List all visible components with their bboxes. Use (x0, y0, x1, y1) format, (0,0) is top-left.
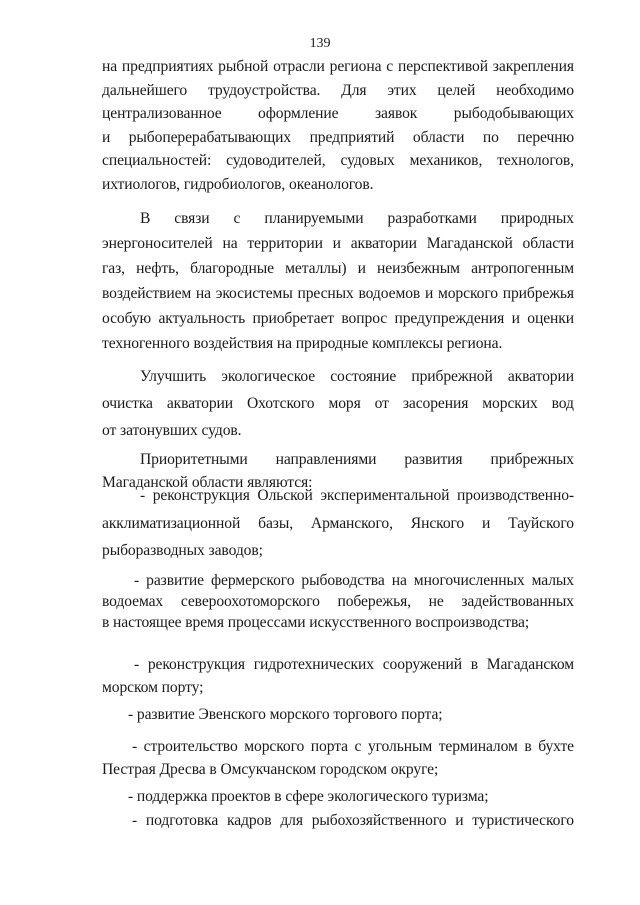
word: благородные (190, 260, 274, 277)
word: морских (482, 395, 538, 412)
word: и (102, 128, 111, 146)
text-line: Улучшить экологическое состояние прибрежной акватории (140, 368, 574, 385)
text-line: морском порту; (102, 679, 204, 696)
text-line: энергоносителей на территории и акватории Магаданской области (102, 235, 574, 252)
text-line (102, 129, 574, 147)
text-line: - реконструкция гидротехнических сооружений в Магаданском (134, 656, 574, 673)
text-line: особую актуальность приобретает вопрос предупреждения и оценки (102, 310, 574, 327)
word: не (428, 593, 444, 610)
word: области (412, 128, 465, 146)
word: газ, (102, 260, 125, 277)
word: Охотского (247, 395, 315, 412)
text-line (102, 152, 574, 170)
word: североохотоморского (180, 593, 320, 610)
text-line (102, 395, 574, 413)
word: антропогенным (471, 260, 574, 277)
text-line (102, 260, 574, 278)
text-line (102, 105, 574, 123)
word: и (357, 260, 366, 277)
word: задействованных (461, 593, 574, 610)
word: моря (328, 395, 361, 412)
word: металлы) (285, 260, 347, 277)
word: предприятий (309, 128, 395, 146)
text-line: в настоящее время процессами искусственного воспроизводства; (102, 614, 530, 631)
word: водоемах (102, 593, 164, 610)
word: от (374, 395, 389, 412)
text-line: - развитие фермерского рыбоводства на многочисленных малых (134, 572, 574, 589)
text-line (102, 593, 574, 611)
word: нефть, (136, 260, 179, 277)
word: технологов, (497, 152, 574, 169)
text-line: воздействием на экосистемы пресных водоемов и морского прибрежья (102, 285, 574, 302)
word: очистка (102, 395, 153, 412)
word: рыбоперерабатывающих (128, 128, 292, 146)
word: судоводителей, (226, 152, 326, 169)
word: засорения (402, 395, 469, 412)
text-line: - строительство морского порта с угольным терминалом в бухте (132, 738, 574, 755)
text-line: техногенного воздействия на природные комплексы региона. (102, 335, 503, 352)
text-line: Магаданской области являются: (102, 474, 313, 491)
text-line: ихтиологов, гидробиологов, океанологов. (102, 175, 374, 193)
text-line: - поддержка проектов в сфере экологического туризма; (128, 788, 489, 805)
word: заявок (375, 105, 418, 122)
text-line: акклиматизационной базы, Арманского, Янского и Тауйского (102, 514, 574, 532)
text-line: дальнейшего трудоустройства. Для этих целей необходимо (102, 81, 574, 99)
word: судовых (340, 152, 395, 169)
text-line: В связи с планируемыми разработками природных (140, 210, 574, 227)
word: по (482, 128, 499, 146)
text-line: - подготовка кадров для рыбохозяйственного и туристического (132, 812, 574, 829)
text-line: рыборазводных заводов; (102, 542, 263, 559)
text-line: - развитие Эвенского морского торгового порта; (128, 706, 443, 723)
text-line: на предприятиях рыбной отрасли региона с перспективой закрепления (102, 58, 574, 75)
text-line: - реконструкция Ольской экспериментальной производственно- (140, 487, 574, 504)
word: специальностей: (102, 152, 212, 169)
word: акватории (166, 395, 234, 412)
word: механиков, (409, 152, 483, 169)
word: оформление (258, 105, 339, 122)
text-line: Пестрая Дресва в Омсукчанском городском округе; (102, 761, 439, 778)
text-line: от затонувших судов. (102, 422, 242, 439)
word: перечню (517, 128, 574, 146)
word: вод (551, 395, 574, 412)
page-number: 139 (309, 36, 331, 51)
word: побережья, (337, 593, 411, 610)
word: неизбежным (377, 260, 460, 277)
word: рыбодобывающих (453, 105, 574, 122)
word: централизованное (102, 105, 222, 122)
text-line: Приоритетными направлениями развития прибрежных (140, 451, 574, 468)
